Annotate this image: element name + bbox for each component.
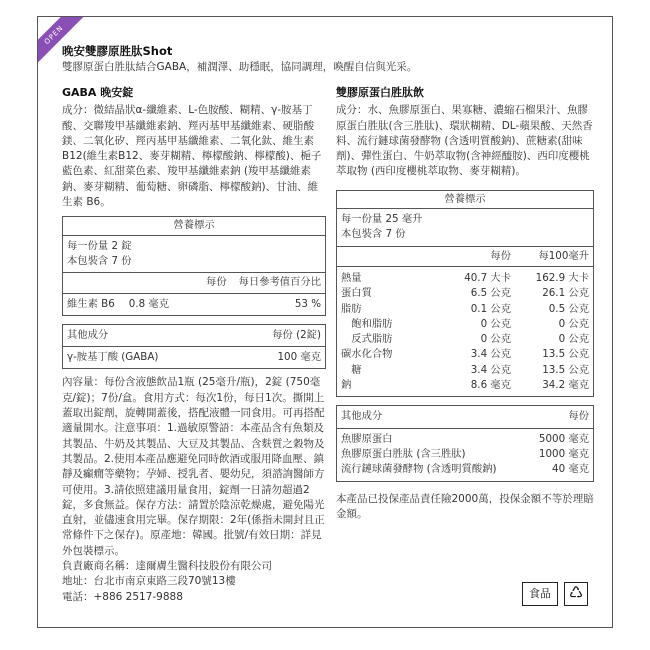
others-item-name: γ-胺基丁酸 (GABA): [67, 351, 159, 364]
others-unit: 每份: [568, 410, 589, 423]
drink-others-table: [336, 405, 594, 481]
nutrition-row: 飽和脂肪 0 公克 0 公克: [341, 317, 589, 330]
right-column: [336, 85, 594, 522]
nutrition-row: 糖 3.4 公克 13.5 公克: [341, 363, 589, 376]
maker-address: 地址：台北市南京東路三段70號13樓: [62, 575, 236, 588]
others-heading: 其他成分: [341, 410, 383, 423]
servings-per-pack: 本包裝含 7 份: [341, 228, 406, 241]
serving-size: 每一份量 2 錠: [67, 239, 132, 252]
open-ribbon: OPEN: [37, 16, 92, 73]
insurance-note: 本產品已投保產品責任險2000萬，投保金額不等於理賠金額。: [336, 492, 594, 520]
nutrient-pct: 53 %: [294, 297, 321, 310]
nutrition-row: 鈉 8.6 毫克 34.2 毫克: [341, 379, 589, 392]
col-daily-value: 每日參考值百分比: [238, 276, 321, 289]
food-badge: 食品: [522, 582, 558, 606]
tablet-nutrition-table: [62, 216, 326, 315]
drink-nutrition-table: [336, 190, 594, 398]
product-title: 晚安雙膠原胜肽Shot: [62, 44, 173, 58]
nutrition-row: 反式脂肪 0 公克 0 公克: [341, 333, 589, 346]
tablet-others-table: [62, 324, 326, 370]
nutrition-row: 碳水化合物 3.4 公克 13.5 公克: [341, 348, 589, 361]
col-per-serving: 每份: [206, 276, 227, 289]
serving-size: 每一份量 25 毫升: [341, 213, 423, 226]
col-per-100ml: 每100毫升: [538, 249, 589, 262]
drink-ingredients: 成分：水、魚膠原蛋白、果寡糖、濃縮石榴果汁、魚膠原蛋白胜肽(含三胜肽)、環狀糊精、DL-蘋果酸、天然香料、流行鏈球菌發酵物 (含透明質酸鈉)、蔗糖素(甜味劑)、彈性蛋白、牛奶萃取物(含神經醯胺)、西印度櫻桃萃取物 (西印度櫻桃萃取物、麥芽糊精)。: [336, 104, 593, 178]
tablet-title: GABA 晚安錠: [62, 86, 134, 99]
recycle-icon: ♺: [564, 582, 588, 606]
others-row: 魚膠原蛋白 5000 毫克: [341, 432, 589, 445]
maker-phone: 電話：+886 2517-9888: [62, 590, 183, 603]
tablet-ingredients: 成分：微結晶狀α-纖維素、L-色胺酸、糊精、γ-胺基丁酸、交聯羧甲基纖維素鈉、羥丙基甲基纖維素、硬脂酸鎂、二氧化矽、羥丙基甲基纖維素、二氧化鈦、維生素B12(維生素B12、麥芽糊精、檸檬酸鈉、檸檬酸)、梔子藍色素、紅甜菜色素、羧甲基纖維素鈉 (羧甲基纖維素鈉、麥芽糊精、葡萄糖、卵磷脂、檸檬酸鈉)、甘油、維生素 B6。: [62, 104, 322, 209]
nutrition-row: 蛋白質 6.5 公克 26.1 公克: [341, 287, 589, 300]
nutrition-heading: 營養標示: [63, 217, 325, 235]
col-per-serving: 每份: [490, 249, 511, 262]
nutrient-name: 維生素 B6: [67, 297, 115, 310]
left-column: [62, 85, 326, 605]
label-panel: [37, 16, 613, 628]
product-subtitle: 雙膠原蛋白胜肽結合GABA，補潤澤、助穩眠，協同調理，喚醒自信與光采。: [62, 61, 418, 73]
nutrition-rows: [337, 266, 593, 396]
nutrition-row: 熱量 40.7 大卡 162.9 大卡: [341, 271, 589, 284]
others-row: 流行鏈球菌發酵物 (含透明質酸鈉) 40 毫克: [341, 463, 589, 476]
nutrition-row: 脂肪 0.1 公克 0.5 公克: [341, 302, 589, 315]
maker-name: 負責廠商名稱：達爾膚生醫科技股份有限公司: [62, 560, 272, 573]
drink-title: 雙膠原蛋白胜肽飲: [336, 86, 424, 99]
others-unit: 每份 (2錠): [272, 328, 321, 341]
others-row: 魚膠原蛋白胜肽 (含三胜肽) 1000 毫克: [341, 447, 589, 460]
nutrient-amount: 0.8 毫克: [128, 297, 170, 310]
others-heading: 其他成分: [67, 328, 109, 341]
nutrition-heading: 營養標示: [337, 191, 593, 209]
usage-notes: 內容量：每份含液態飲品1瓶 (25毫升/瓶)，2錠 (750毫克/錠)；7份/盒。食用方式：每次1份，每日1次。撕開上蓋取出錠劑，旋轉開蓋後，搭配液體一同食用。可再搭配適量開水。注意事項：1.過敏原警語：本產品含有魚類及其製品、牛奶及其製品、大豆及其製品、含麩質之穀物及其製品。2.使用本產品應避免同時飲酒或服用降血壓、鎮靜及癲癇等藥物；孕婦、授乳者、嬰幼兒，須諮詢醫師方可使用。3.請依照建議用量食用，錠劑一日請勿超過2錠，多食無益。保存方法：請置於陰涼乾燥處，避免陽光直射，並儘速食用完畢。保存期限：2年(係指未開封且正常條件下之保存)。原產地：韓國。批號/有效日期：詳見外包裝標示。: [62, 376, 325, 557]
servings-per-pack: 本包裝含 7 份: [67, 254, 132, 267]
others-item-amount: 100 毫克: [277, 351, 321, 364]
